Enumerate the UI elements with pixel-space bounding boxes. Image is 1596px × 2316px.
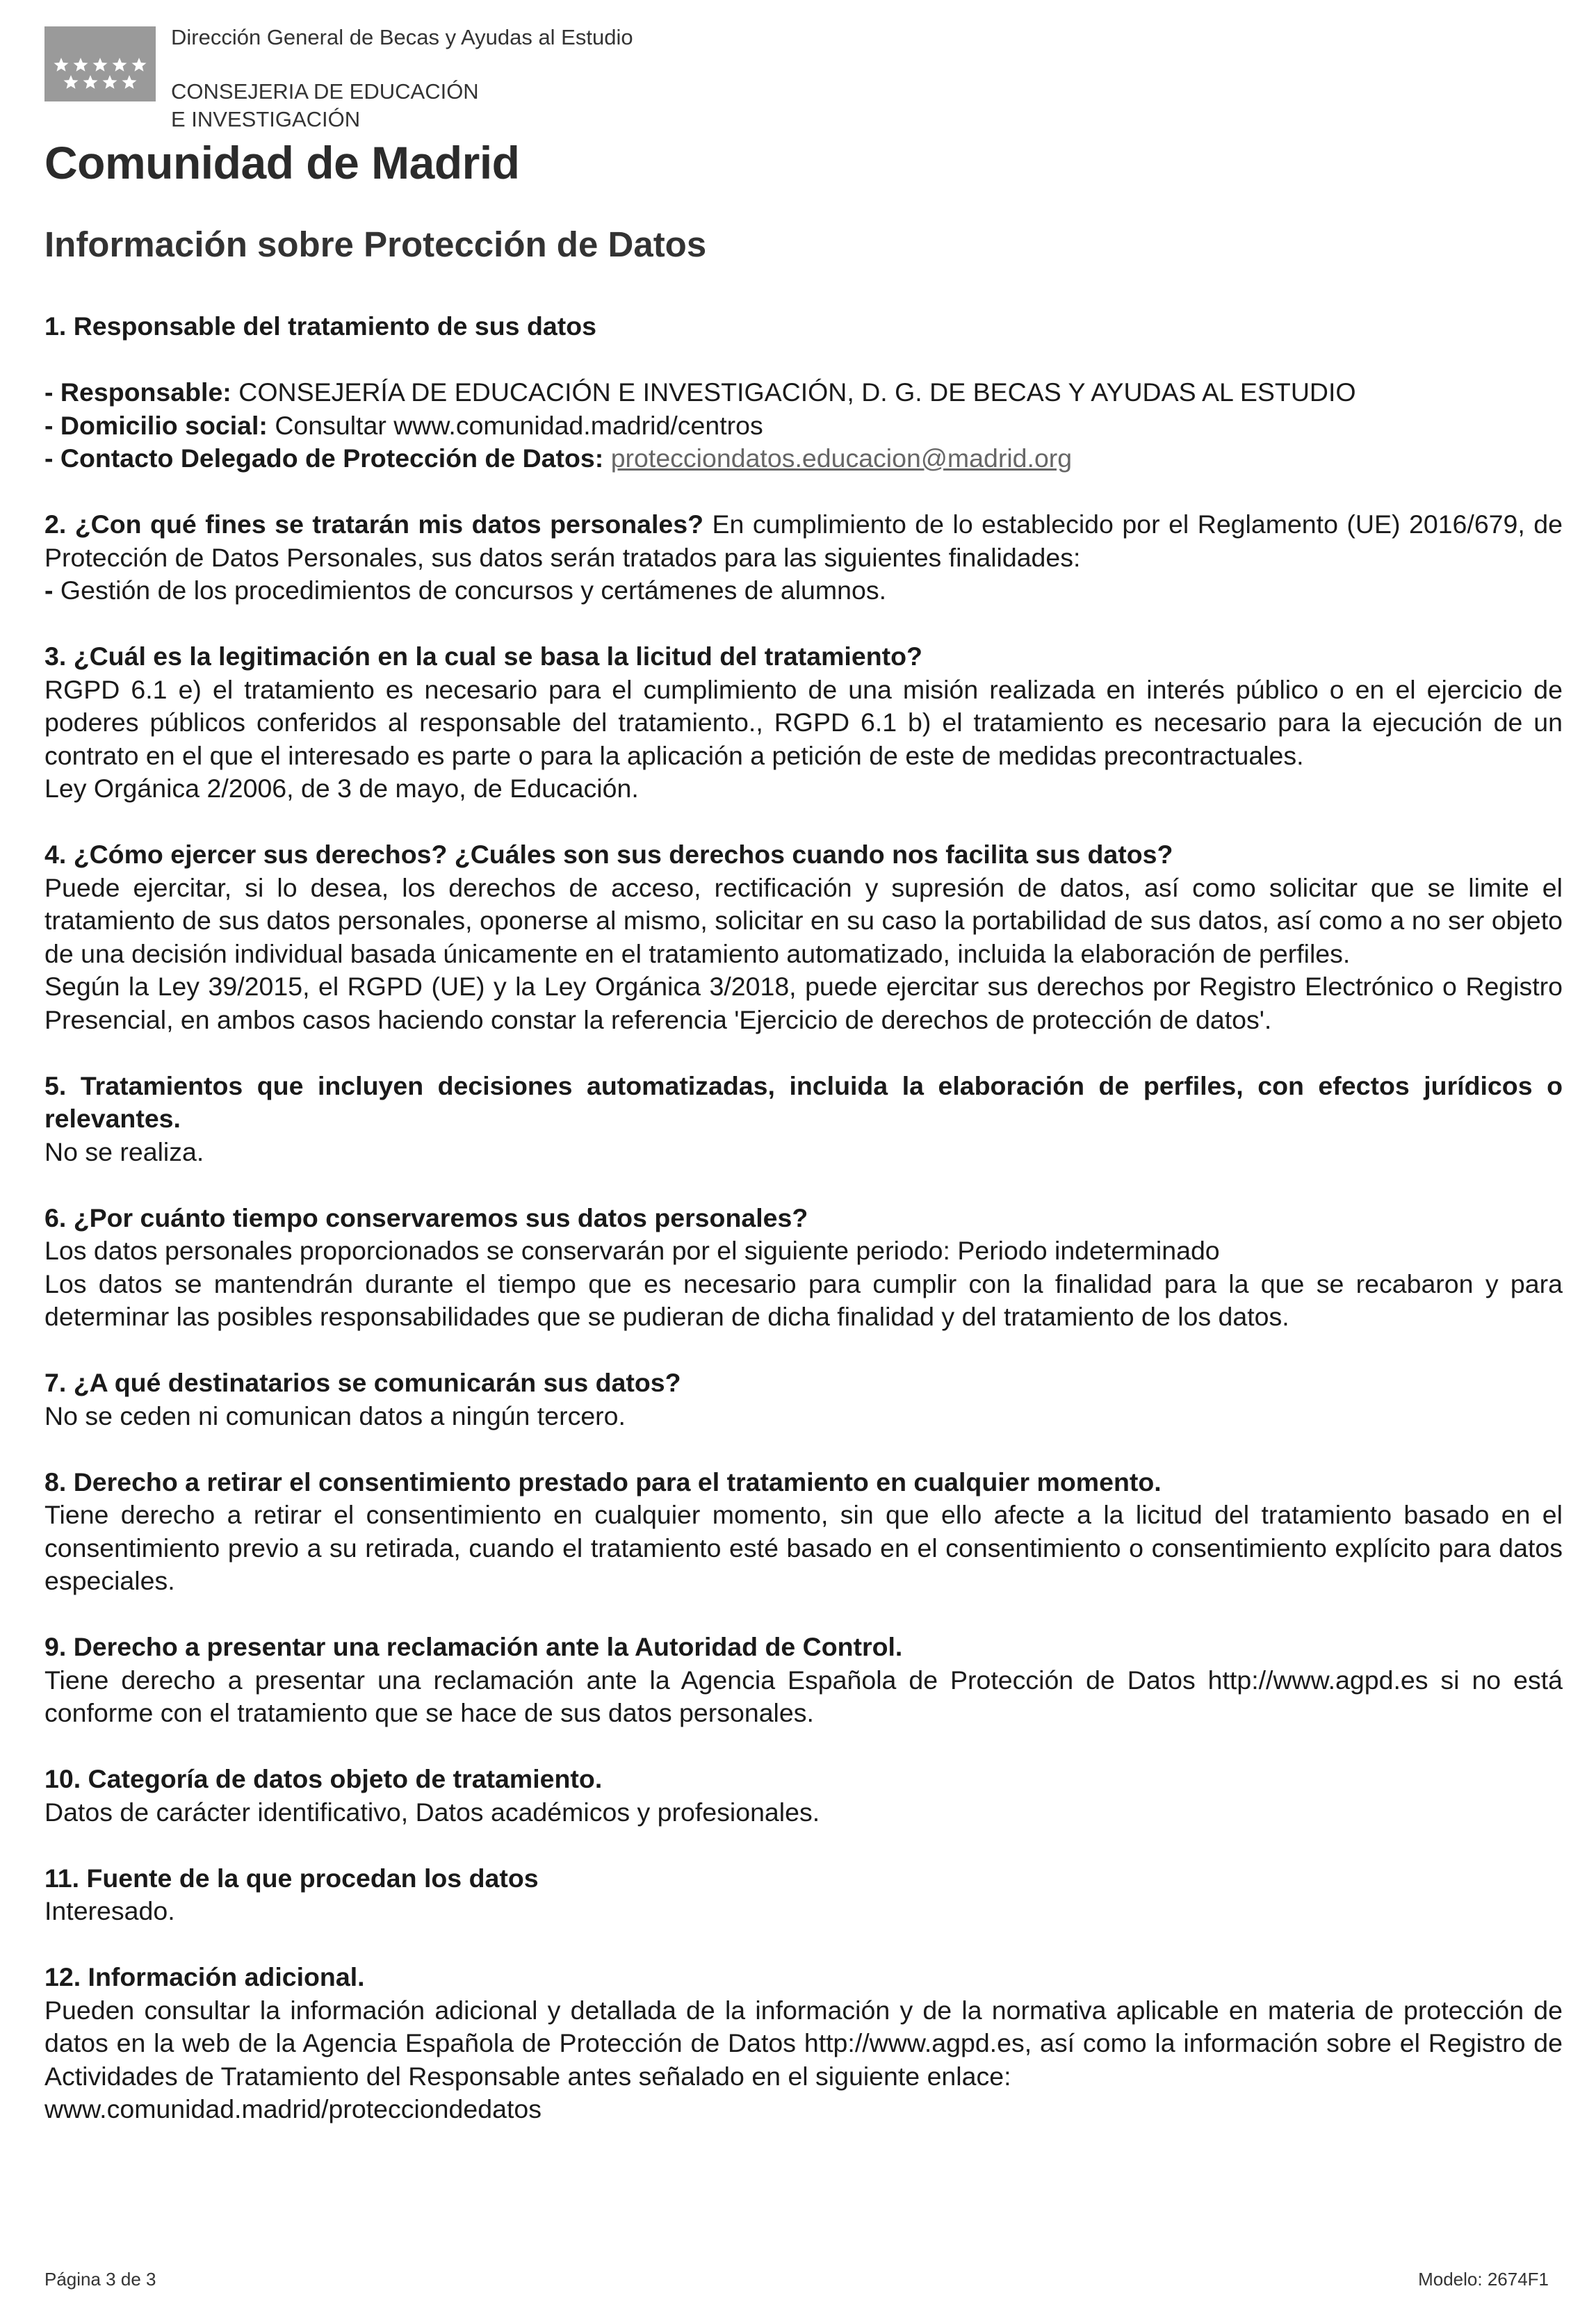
directorate-name: Dirección General de Becas y Ayudas al Estudio xyxy=(171,25,633,49)
section-9 xyxy=(44,1631,1563,1730)
responsible-label: - Responsable: xyxy=(44,377,231,407)
section-11 xyxy=(44,1862,1563,1928)
section-7-heading: 7. ¿A qué destinatarios se comunicarán sus datos? xyxy=(44,1368,681,1397)
star-icon xyxy=(122,75,137,89)
model-number: Modelo: 2674F1 xyxy=(1418,2269,1549,2290)
department-name xyxy=(171,78,479,133)
section-9-heading: 9. Derecho a presentar una reclamación ante la Autoridad de Control. xyxy=(44,1632,903,1661)
section-5 xyxy=(44,1070,1563,1169)
section-12-link[interactable]: www.comunidad.madrid/protecciondedatos xyxy=(44,2094,542,2123)
section-2-paragraph xyxy=(44,508,1563,574)
star-icon xyxy=(64,75,79,89)
section-10 xyxy=(44,1763,1563,1829)
page-title: Información sobre Protección de Datos xyxy=(44,225,707,264)
section-3-heading: 3. ¿Cuál es la legitimación en la cual se basa la licitud del tratamiento? xyxy=(44,642,922,671)
star-icon xyxy=(93,58,108,72)
section-4-text-1: Puede ejercitar, si lo desea, los derechos de acceso, rectificación y supresión de datos, así como solicitar que se limite el tratamiento de sus datos personales, oponerse al mismo, solicitar en su caso la portabilidad de sus datos, así como a no ser objeto de una decisión individual basada únicamente en el tratamiento automatizado, incluida la elaboración de perfiles. xyxy=(44,872,1563,968)
section-11-text: Interesado. xyxy=(44,1896,175,1925)
section-2-bullet: - Gestión de los procedimientos de concursos y certámenes de alumnos. xyxy=(44,576,887,605)
section-6-heading: 6. ¿Por cuánto tiempo conservaremos sus datos personales? xyxy=(44,1202,808,1232)
page-number: Página 3 de 3 xyxy=(44,2269,156,2290)
star-icon xyxy=(132,58,147,72)
address-label: - Domicilio social: xyxy=(44,410,268,440)
dpo-contact-line xyxy=(44,442,1563,475)
section-2-heading: 2. ¿Con qué fines se tratarán mis datos personales? xyxy=(44,509,704,539)
section-8 xyxy=(44,1466,1563,1598)
section-4-heading: 4. ¿Cómo ejercer sus derechos? ¿Cuáles son sus derechos cuando nos facilita sus datos? xyxy=(44,840,1173,869)
section-7 xyxy=(44,1367,1563,1433)
department-line-2: E INVESTIGACIÓN xyxy=(171,107,361,131)
madrid-stars-logo xyxy=(44,26,156,101)
section-6 xyxy=(44,1202,1563,1334)
dpo-email-link[interactable]: protecciondatos.educacion@madrid.org xyxy=(610,443,1073,473)
star-icon xyxy=(74,58,88,72)
section-5-text: No se realiza. xyxy=(44,1136,204,1166)
section-7-text: No se ceden ni comunican datos a ningún tercero. xyxy=(44,1401,626,1430)
section-4 xyxy=(44,838,1563,1036)
section-5-heading: 5. Tratamientos que incluyen decisiones automatizadas, incluida la elaboración de perfiles, con efectos jurídicos o relevantes. xyxy=(44,1070,1563,1133)
section-3-law: Ley Orgánica 2/2006, de 3 de mayo, de Educación. xyxy=(44,774,639,803)
section-2 xyxy=(44,508,1563,607)
section-10-text: Datos de carácter identificativo, Datos académicos y profesionales. xyxy=(44,1797,820,1827)
section-11-heading: 11. Fuente de la que procedan los datos xyxy=(44,1863,539,1893)
dpo-label: - Contacto Delegado de Protección de Datos: xyxy=(44,443,604,473)
address-line xyxy=(44,409,1563,443)
section-12-heading: 12. Información adicional. xyxy=(44,1962,365,1991)
document-body xyxy=(44,310,1563,2159)
department-line-1: CONSEJERIA DE EDUCACIÓN xyxy=(171,79,479,104)
section-12 xyxy=(44,1961,1563,2126)
section-12-text: Pueden consultar la información adicional y detallada de la información y de la normativa aplicable en materia de protección de datos en la web de la Agencia Española de Protección de Datos http://www.agpd.es, así como la información sobre el Registro de Actividades de Tratamiento del Responsable antes señalado en el siguiente enlace: xyxy=(44,1995,1563,2091)
brand-name: Comunidad de Madrid xyxy=(44,137,520,188)
section-4-text-2: Según la Ley 39/2015, el RGPD (UE) y la Ley Orgánica 3/2018, puede ejercitar sus derechos por Registro Electrónico o Registro Presencial, en ambos casos haciendo constar la referencia 'Ejercicio de derechos de protección de datos'. xyxy=(44,972,1563,1034)
section-8-text: Tiene derecho a retirar el consentimiento en cualquier momento, sin que ello afecte a la licitud del tratamiento basado en el consentimiento previo a su retirada, cuando el tratamiento esté basado en el consentimiento o consentimiento explícito para datos especiales. xyxy=(44,1500,1563,1595)
star-icon xyxy=(113,58,127,72)
section-6-text-1: Los datos personales proporcionados se conservarán por el siguiente periodo: Periodo indeterminado xyxy=(44,1236,1220,1265)
section-1 xyxy=(44,310,1563,475)
section-8-heading: 8. Derecho a retirar el consentimiento prestado para el tratamiento en cualquier momento. xyxy=(44,1467,1162,1497)
responsible-value: CONSEJERÍA DE EDUCACIÓN E INVESTIGACIÓN, D. G. DE BECAS Y AYUDAS AL ESTUDIO xyxy=(231,377,1356,407)
section-3-text: RGPD 6.1 e) el tratamiento es necesario para el cumplimiento de una misión realizada en interés público o en el ejercicio de poderes públicos conferidos al responsable del tratamiento., RGPD 6.1 b) el tratamiento es necesario para la ejecución de un contrato en el que el interesado es parte o para la aplicación a petición de este de medidas precontractuales. xyxy=(44,674,1563,770)
section-6-text-2: Los datos se mantendrán durante el tiempo que es necesario para cumplir con la finalidad para la que se recabaron y para determinar las posibles responsabilidades que se pudieran de dicha finalidad y del tratamiento de los datos. xyxy=(44,1269,1563,1331)
star-icon xyxy=(54,58,69,72)
section-1-heading: 1. Responsable del tratamiento de sus datos xyxy=(44,311,596,341)
responsible-line xyxy=(44,376,1563,409)
section-10-heading: 10. Categoría de datos objeto de tratamiento. xyxy=(44,1764,603,1793)
address-value: Consultar www.comunidad.madrid/centros xyxy=(267,410,763,440)
star-icon xyxy=(44,26,156,101)
section-3 xyxy=(44,640,1563,806)
section-9-text: Tiene derecho a presentar una reclamación ante la Agencia Española de Protección de Datos http://www.agpd.es si no está conforme con el tratamiento que se hace de sus datos personales. xyxy=(44,1665,1563,1727)
star-icon xyxy=(83,75,98,89)
star-icon xyxy=(103,75,117,89)
section-2-text: En cumplimiento de lo establecido por el Reglamento (UE) 2016/679, de Protección de Datos Personales, sus datos serán tratados para las siguientes finalidades: xyxy=(44,509,1563,572)
